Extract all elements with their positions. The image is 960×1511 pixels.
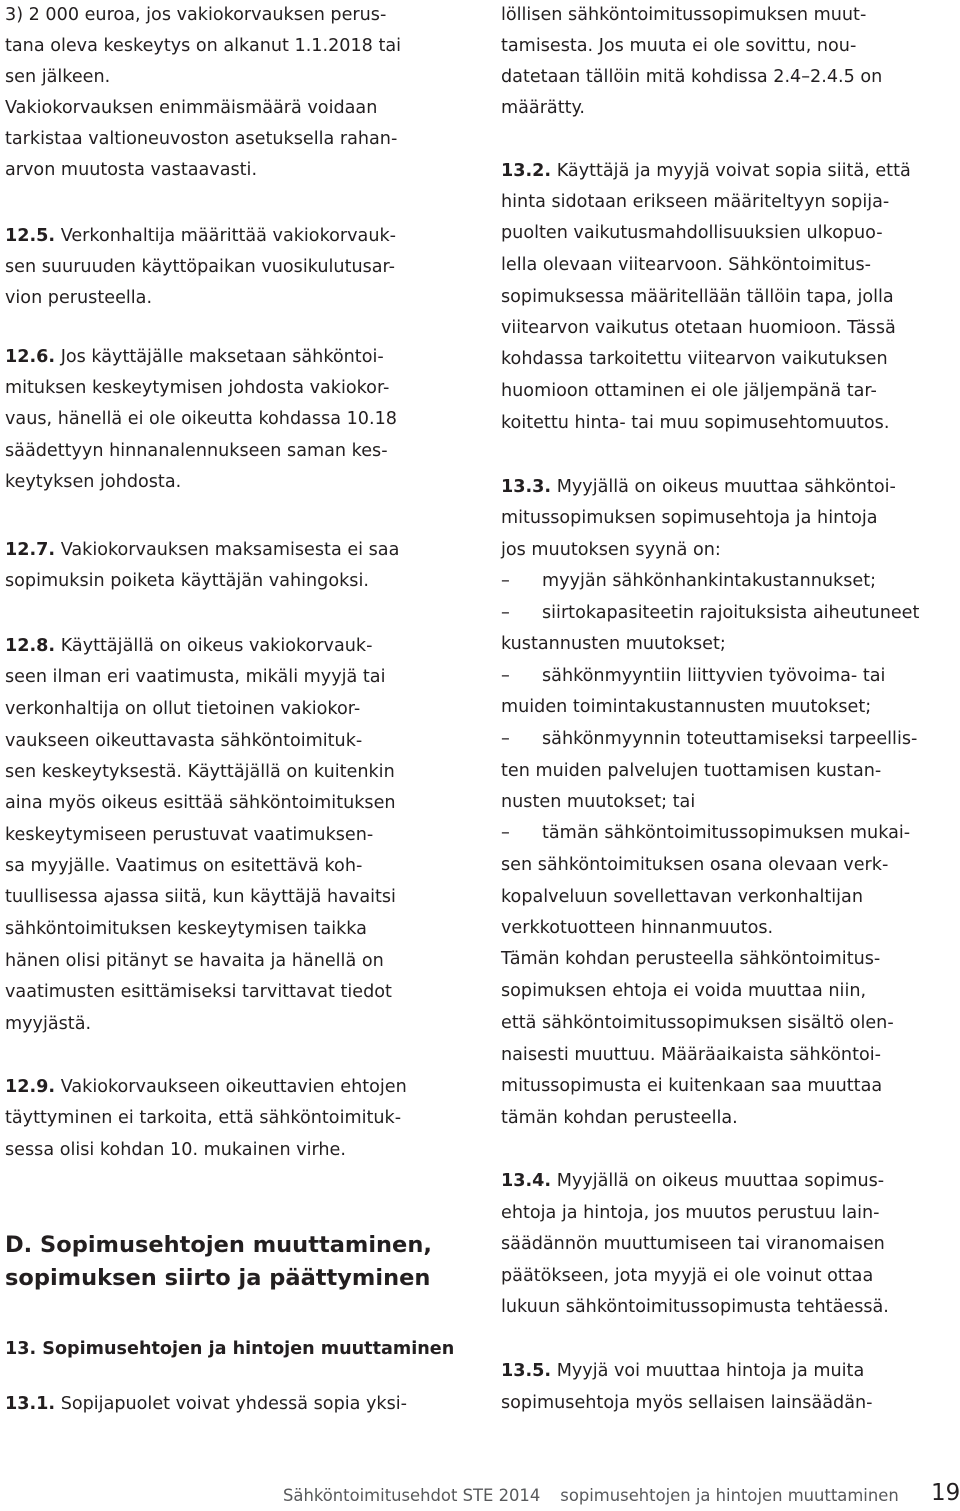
text-line: aina myös oikeus esittää sähköntoimituksen xyxy=(5,793,396,813)
text-line: sen keskeytyksestä. Käyttäjällä on kuitenkin xyxy=(5,762,395,782)
text-line: määrätty. xyxy=(501,98,586,118)
text-line: keskeytymiseen perustuvat vaatimuksen- xyxy=(5,825,374,845)
footer-document-title: Sähköntoimitusehdot STE 2014 xyxy=(283,1486,541,1505)
text-line: että sähköntoimitussopimuksen sisältö olen- xyxy=(501,1013,894,1033)
dash-bullet: – xyxy=(501,603,510,623)
text-line: mitussopimuksen sopimusehtoja ja hintoja xyxy=(501,508,878,528)
text-line: puolten vaikutusmahdollisuuksien ulkopuo- xyxy=(501,223,883,243)
text-line: seen ilman eri vaatimusta, mikäli myyjä tai xyxy=(5,667,386,687)
text-line: lukuun sähköntoimitussopimusta tehtäessä. xyxy=(501,1297,889,1317)
text-line: sessa olisi kohdan 10. mukainen virhe. xyxy=(5,1140,346,1160)
text-line: Tämän kohdan perusteella sähköntoimitus- xyxy=(501,949,881,969)
text-line: – tämän sähköntoimitussopimuksen mukai- xyxy=(501,818,910,849)
text-line: – sähkönmyyntiin liittyvien työvoima- tai xyxy=(501,661,885,692)
text-line: verkkotuotteen hinnanmuutos. xyxy=(501,918,774,938)
clause-number: 13.1. xyxy=(5,1394,56,1414)
text-line: 3) 2 000 euroa, jos vakiokorvauksen perus- xyxy=(5,5,387,25)
text-line: kohdassa tarkoitettu viitearvon vaikutuksen xyxy=(501,349,888,369)
text-line: Vakiokorvauksen enimmäismäärä voidaan xyxy=(5,98,378,118)
text-line: ehtoja ja hintoja, jos muutos perustuu lain- xyxy=(501,1203,880,1223)
text-line: vaukseen oikeuttavasta sähköntoimituk- xyxy=(5,731,363,751)
text-line: – sähkönmyynnin toteuttamiseksi tarpeellis- xyxy=(501,724,917,755)
text-line: 12.9. Vakiokorvaukseen oikeuttavien ehtojen xyxy=(5,1077,407,1097)
text-line: mituksen keskeytymisen johdosta vakiokor- xyxy=(5,378,390,398)
text-line: tuullisessa ajassa siitä, kun käyttäjä havaitsi xyxy=(5,887,396,907)
clause-number: 13.2. xyxy=(501,161,552,181)
text-line: vaatimusten esittämiseksi tarvittavat tiedot xyxy=(5,982,392,1002)
text-line: 13.4. Myyjällä on oikeus muuttaa sopimus- xyxy=(501,1171,885,1191)
text-line: kopalveluun sovellettavan verkonhaltijan xyxy=(501,887,863,907)
text-line: mitussopimusta ei kuitenkaan saa muuttaa xyxy=(501,1076,883,1096)
text-line: tarkistaa valtioneuvoston asetuksella rahan- xyxy=(5,129,398,149)
text-line: tana oleva keskeytys on alkanut 1.1.2018 tai xyxy=(5,36,402,56)
text-line: sa myyjälle. Vaatimus on esitettävä koh- xyxy=(5,856,363,876)
clause-number: 13.3. xyxy=(501,477,552,497)
text-line: naisesti muuttuu. Määräaikaista sähköntoi- xyxy=(501,1045,881,1065)
text-line: sopimuksen ehtoja ei voida muuttaa niin, xyxy=(501,981,867,1001)
dash-bullet: – xyxy=(501,666,510,686)
text-line: vaus, hänellä ei ole oikeutta kohdassa 10.18 xyxy=(5,409,397,429)
text-line: arvon muutosta vastaavasti. xyxy=(5,160,258,180)
text-line: sopimusehtoja myös sellaisen lainsäädän- xyxy=(501,1393,873,1413)
text-line: täyttyminen ei tarkoita, että sähköntoimituk- xyxy=(5,1108,402,1128)
clause-number: 12.9. xyxy=(5,1077,56,1097)
text-line: 13.2. Käyttäjä ja myyjä voivat sopia siitä, että xyxy=(501,161,911,181)
clause-number: 12.8. xyxy=(5,636,56,656)
text-line: myyjästä. xyxy=(5,1014,92,1034)
dash-bullet: – xyxy=(501,729,510,749)
page-footer xyxy=(283,1481,899,1511)
text-line: 12.7. Vakiokorvauksen maksamisesta ei saa xyxy=(5,540,400,560)
text-line: päätökseen, jota myyjä ei ole voinut ottaa xyxy=(501,1266,874,1286)
text-line: löllisen sähköntoimitussopimuksen muut- xyxy=(501,5,867,25)
text-line: säädännön muuttumiseen tai viranomaisen xyxy=(501,1234,885,1254)
clause-number: 12.7. xyxy=(5,540,56,560)
text-line: 12.6. Jos käyttäjälle maksetaan sähköntoi- xyxy=(5,347,384,367)
text-line: 13.5. Myyjä voi muuttaa hintoja ja muita xyxy=(501,1361,865,1381)
text-line: – siirtokapasiteetin rajoituksista aiheutuneet xyxy=(501,598,919,629)
footer-section-title: sopimusehtojen ja hintojen muuttaminen xyxy=(560,1486,899,1505)
text-line: 13.1. Sopijapuolet voivat yhdessä sopia yksi- xyxy=(5,1394,408,1414)
text-line: sopimuksin poiketa käyttäjän vahingoksi. xyxy=(5,571,369,591)
text-line: sen jälkeen. xyxy=(5,67,111,87)
heading-line: sopimuksen siirto ja päättyminen xyxy=(5,1265,431,1291)
text-line: 12.8. Käyttäjällä on oikeus vakiokorvauk- xyxy=(5,636,373,656)
text-line: sen sähköntoimituksen osana olevaan verk- xyxy=(501,855,889,875)
dash-bullet: – xyxy=(501,571,510,591)
text-line: 12.5. Verkonhaltija määrittää vakiokorvauk- xyxy=(5,226,397,246)
text-line: koitettu hinta- tai muu sopimusehtomuutos. xyxy=(501,413,890,433)
text-line: kustannusten muutokset; xyxy=(501,634,726,654)
text-line: muiden toimintakustannusten muutokset; xyxy=(501,697,872,717)
text-line: jos muutoksen syynä on: xyxy=(501,540,721,560)
text-line: datetaan tällöin mitä kohdissa 2.4–2.4.5 on xyxy=(501,67,883,87)
text-line: huomioon ottaminen ei ole jäljempänä tar- xyxy=(501,381,877,401)
clause-number: 12.5. xyxy=(5,226,56,246)
heading-line: D. Sopimusehtojen muuttaminen, xyxy=(5,1232,432,1258)
text-line: nusten muutokset; tai xyxy=(501,792,696,812)
text-line: 13.3. Myyjällä on oikeus muuttaa sähköntoi- xyxy=(501,477,896,497)
text-line: säädettyyn hinnanalennukseen saman kes- xyxy=(5,441,388,461)
text-line: keytyksen johdosta. xyxy=(5,472,182,492)
text-line: vion perusteella. xyxy=(5,288,153,308)
dash-bullet: – xyxy=(501,823,510,843)
text-line: lella olevaan viitearvoon. Sähköntoimitus- xyxy=(501,255,871,275)
text-line: tamisesta. Jos muuta ei ole sovittu, nou- xyxy=(501,36,857,56)
text-line: sopimuksessa määritellään tällöin tapa, jolla xyxy=(501,287,894,307)
text-line: sen suuruuden käyttöpaikan vuosikulutusar- xyxy=(5,257,396,277)
heading-13: 13. Sopimusehtojen ja hintojen muuttaminen xyxy=(5,1339,455,1359)
text-line: hänen olisi pitänyt se havaita ja hänellä on xyxy=(5,951,384,971)
text-line: verkonhaltija on ollut tietoinen vakiokor- xyxy=(5,699,361,719)
text-line: tämän kohdan perusteella. xyxy=(501,1108,738,1128)
text-line: hinta sidotaan erikseen määriteltyyn sopija- xyxy=(501,192,890,212)
text-line: – myyjän sähkönhankintakustannukset; xyxy=(501,566,876,597)
clause-number: 13.4. xyxy=(501,1171,552,1191)
text-line: ten muiden palvelujen tuottamisen kustan- xyxy=(501,761,882,781)
clause-number: 12.6. xyxy=(5,347,56,367)
page-number: 19 xyxy=(931,1480,960,1506)
clause-number: 13.5. xyxy=(501,1361,552,1381)
text-line: sähköntoimituksen keskeytymisen taikka xyxy=(5,919,367,939)
text-line: viitearvon vaikutus otetaan huomioon. Tässä xyxy=(501,318,896,338)
